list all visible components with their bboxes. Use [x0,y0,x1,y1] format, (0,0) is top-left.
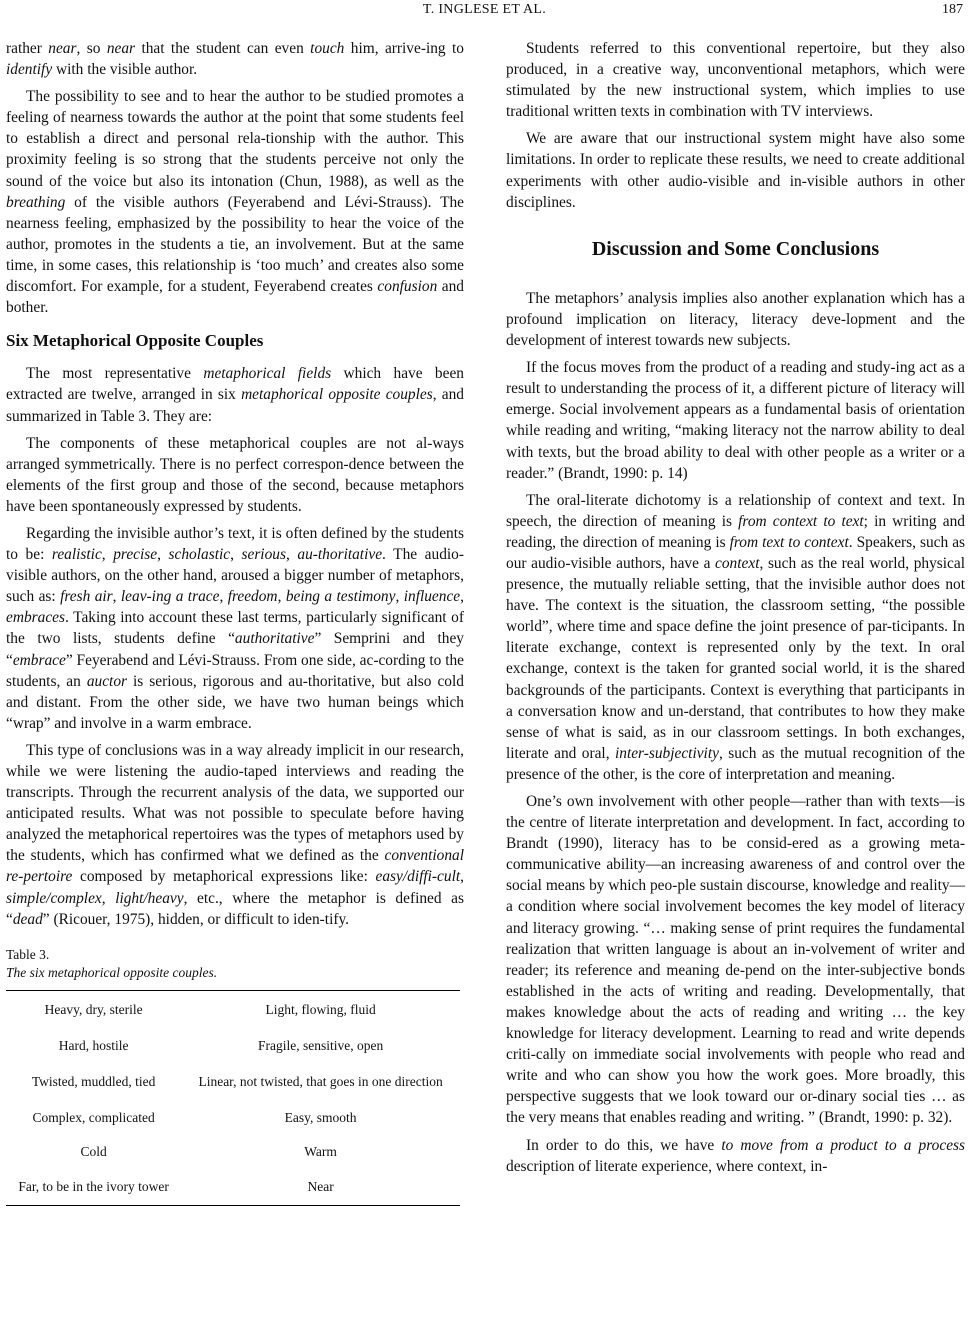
table-cell-right: Fragile, sensitive, open [257,1037,384,1053]
paragraph: This type of conclusions was in a way already implicit in our research, while we were listening the audio-taped interviews and reading the transcripts. Through the recurrent analysis of the data, we supported our anticipated results. What was not possible to speculate before having analyzed the metaphorical repertoires was the types of metaphors used by the students, which has confirmed what we defined as the conventional re-pertoire composed by metaphorical expressions like: easy/diffi-cult, simple/complex, light/heavy, etc., where the metaphor is defined as “dead” (Ricouer, 1975), hidden, or difficult to iden-tify. [6,741,464,928]
paragraph: In order to do this, we have to move from a product to a process description of literate experience, where context, in- [506,1136,965,1175]
table-cell-left: Complex, complicated [32,1109,155,1125]
paragraph: The components of these metaphorical couples are not al-ways arranged symmetrically. There is no perfect correspon-dence between the elements of the first group and those of the second, because metaphors have been spontaneously expressed by students. [6,434,464,515]
running-title: T. INGLESE ET AL. [422,2,547,17]
paragraph: We are aware that our instructional system might have also some limitations. In order to replicate these results, we need to create additional experiments with other audio-visible and in-visible authors in other disciplines. [506,130,965,211]
paragraph: One’s own involvement with other people—rather than with texts—is the centre of literate interpretation and development. In fact, according to Brandt (1990), literacy has to be consid-ered as a growing meta-communicative ability—an increasing awareness of and control over the social means by which peo-ple sustain discourse, knowledge and reality—a condition where social involvement becomes the key model of literacy and literacy growing. “… making sense of print requires the fundamental realization that written language is about an in-volvement of writer and reader; its reference and meaning de-pend on the inter-subjective bonds established in the acts of writing and reading. Developmentally, that makes knowledge about the acts of reading and writing … the key knowledge for literacy development. Learning to read and write depends criti-cally on immediate social involvements with people who read and write and who can show you how the work goes. More broadly, this perspective suggests that we look toward our or-dinary social ties … as the very means that enables reading and writing. ” (Brandt, 1990: p. 32). [506,793,965,1127]
section-heading: Six Metaphorical Opposite Couples [6,331,264,351]
table-row [6,1135,460,1169]
table-cell-right: Light, flowing, fluid [181,990,460,1029]
paragraph: The most representative metaphorical fields which have been extracted are twelve, arranged in six metaphorical opposite couples, and summarized in Table 3. They are: [6,365,464,425]
table-cell-left: Heavy, dry, sterile [6,990,181,1029]
paragraph: The oral-literate dichotomy is a relationship of context and text. In speech, the direction of meaning is from context to text; in writing and reading, the direction of meaning is from text to context. Speakers, such as our audio-visible authors, have a context, such as the real world, physical presence, the mutually reliable setting, that the invisible author does not have. The context is the situation, the classroom setting, “the possible world”, where time and space define the joint presence of par-ticipants. In literate exchange, context is represented only by the text. In oral exchange, context is the taken for granted social world, it is the shared backgrounds of the participants. Context is everything that participants in a conversation know and un-derstand, that contributes to how they make sense of what is said, as in our classroom settings. In both exchanges, literate and oral, inter-subjectivity, such as the mutual recognition of the presence of the other, is the core of interpretation and meaning. [506,491,966,783]
metaphor-table [6,990,460,1206]
table-cell-right: Near [181,1169,460,1206]
paragraph: If the focus moves from the product of a reading and study-ing act as a result to understanding the process of it, a different picture of literacy will emerge. Social involvement appears as a fundamental basis of orientation while reading and writing, “making literacy not the narrow ability to deal with texts, but the broad ability to deal with other people as a writer or a reader.” (Brandt, 1990: p. 14) [506,359,965,482]
page-number: 187 [942,2,963,17]
table-cell-right: Warm [304,1143,337,1159]
table-row [6,1169,460,1206]
paragraph: Students referred to this conventional repertoire, but they also produced, in a creative way, unconventional metaphors, which were stimulated by the new instructional system, which implies to use traditional written texts in combination with TV interviews. [506,40,965,121]
table-caption [6,946,464,982]
left-column [6,38,464,1206]
table-cell-left: Far, to be in the ivory tower [6,1169,181,1206]
table-row [6,1101,460,1135]
table-title: The six metaphorical opposite couples. [6,964,218,980]
table-row [6,1063,460,1101]
table-label: Table 3. [6,946,50,962]
section-heading: Discussion and Some Conclusions [591,237,880,260]
table-cell-left: Cold [80,1143,107,1159]
paragraph: The metaphors’ analysis implies also another explanation which has a profound implication on literacy, literacy deve-lopment and the development of interest towards new subjects. [506,289,965,350]
table-row [6,1029,460,1063]
paragraph: The possibility to see and to hear the author to be studied promotes a feeling of nearness towards the author at the point that some students feel to establish a direct and personal rela-tionship with the author. This proximity feeling is so strong that the students perceive not only the sound of the voice but also its intonation (Chun, 1988), as well as the breathing of the visible authors (Feyerabend and Lévi-Strauss). The nearness feeling, emphasized by the possibility to hear the voice of the author, promotes in the students a tie, an involvement. But at the same time, in some cases, this relationship is ‘too much’ and creates also some discomfort. For example, for a student, Feyerabend creates confusion and bother. [6,88,464,317]
paragraph: rather near, so near that the student can even touch him, arrive-ing to identify with the visible author. [6,40,464,79]
right-column [506,38,965,1183]
table-cell-right: Linear, not twisted, that goes in one direction [198,1073,443,1089]
table-cell-right: Easy, smooth [284,1109,357,1125]
table-cell-left: Twisted, muddled, tied [31,1073,156,1089]
paragraph: Regarding the invisible author’s text, it is often defined by the students to be: realistic, precise, scholastic, serious, au-thoritative. The audio-visible authors, on the other hand, aroused a bigger number of metaphors, such as: fresh air, leav-ing a trace, freedom, being a testimony, influence, embraces. Taking into account these last terms, particularly significant of the two lists, students define “authoritative” Semprini and they “embrace” Feyerabend and Lévi-Strauss. From one side, ac-cording to the students, an auctor is serious, rigorous and au-thoritative, but also cold and distant. From the other side, we have two human beings which “wrap” and involve in a warm embrace. [6,524,464,732]
running-header [0,0,969,24]
table-row [6,990,460,1029]
table-cell-left: Hard, hostile [58,1037,129,1053]
